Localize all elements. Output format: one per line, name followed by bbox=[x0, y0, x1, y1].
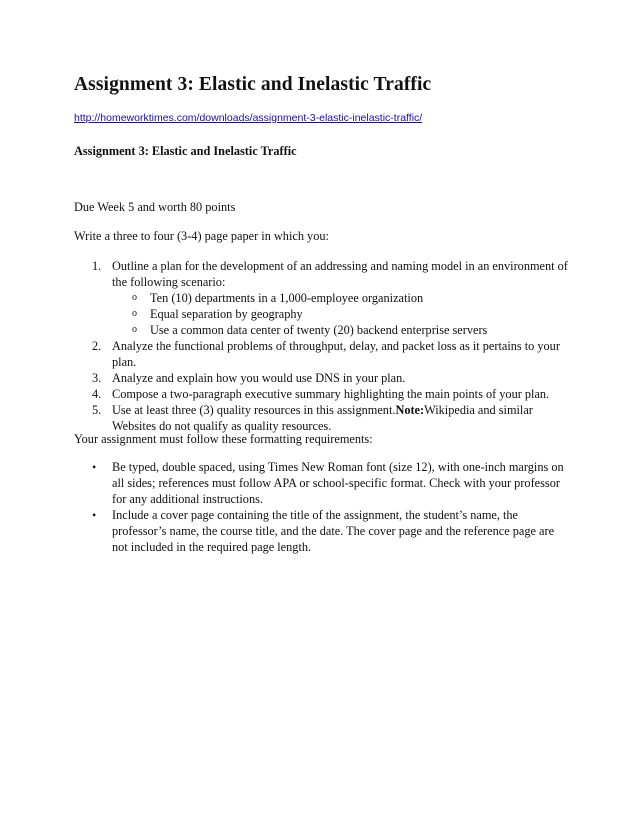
item-number: 5. bbox=[92, 403, 102, 417]
list-item bbox=[112, 322, 570, 338]
source-link[interactable]: http://homeworktimes.com/downloads/assignment-3-elastic-inelastic-traffic/ bbox=[74, 112, 423, 124]
circle-bullet-icon: o bbox=[132, 308, 137, 319]
item-number: 4. bbox=[92, 387, 102, 401]
item-text: Include a cover page containing the title of the assignment, the student’s name, the professor’s name, the course title, and the date. The cover page and the reference page are not included in the required page length. bbox=[112, 508, 555, 554]
bullet-icon: • bbox=[92, 460, 97, 474]
formatting-list bbox=[74, 459, 570, 555]
circle-bullet-icon: o bbox=[132, 292, 137, 303]
item-number: 2. bbox=[92, 339, 102, 353]
list-item bbox=[112, 290, 570, 306]
item-text: Compose a two-paragraph executive summary highlighting the main points of your plan. bbox=[112, 387, 550, 401]
due-line: Due Week 5 and worth 80 points bbox=[74, 200, 236, 214]
list-item bbox=[74, 507, 570, 555]
list-item bbox=[74, 402, 570, 434]
item-number: 1. bbox=[92, 259, 102, 273]
item-number: 3. bbox=[92, 371, 102, 385]
list-item bbox=[74, 338, 570, 370]
intro-line: Write a three to four (3-4) page paper in which you: bbox=[74, 229, 329, 243]
circle-bullet-icon: o bbox=[132, 324, 137, 335]
bullet-icon: • bbox=[92, 508, 97, 522]
requirements-list bbox=[74, 258, 570, 434]
scenario-list bbox=[112, 290, 570, 338]
list-item bbox=[74, 459, 570, 507]
formatting-intro: Your assignment must follow these formatting requirements: bbox=[74, 432, 373, 446]
page-title: Assignment 3: Elastic and Inelastic Traffic bbox=[74, 74, 432, 95]
list-item bbox=[112, 306, 570, 322]
item-text: Outline a plan for the development of an addressing and naming model in an environment of the following scenario: bbox=[112, 259, 568, 289]
item-text: Be typed, double spaced, using Times New Roman font (size 12), with one-inch margins on all sides; references must follow APA or school-specific format. Check with your professor for any additional instructions. bbox=[112, 460, 564, 506]
list-item bbox=[74, 370, 570, 386]
item-text: Use at least three (3) quality resources in this assignment. bbox=[112, 403, 396, 417]
subtitle: Assignment 3: Elastic and Inelastic Traffic bbox=[74, 144, 297, 158]
item-text: Ten (10) departments in a 1,000-employee organization bbox=[150, 291, 424, 305]
list-item bbox=[74, 386, 570, 402]
note-label: Note: bbox=[395, 403, 425, 417]
item-text: Wikipedia and similar Websites do not qualify as quality resources. bbox=[112, 403, 533, 433]
item-text: Use a common data center of twenty (20) backend enterprise servers bbox=[150, 323, 488, 337]
item-text: Analyze and explain how you would use DNS in your plan. bbox=[112, 371, 406, 385]
item-text: Analyze the functional problems of throughput, delay, and packet loss as it pertains to your plan. bbox=[112, 339, 560, 369]
item-text: Equal separation by geography bbox=[150, 307, 303, 321]
list-item bbox=[74, 258, 570, 338]
